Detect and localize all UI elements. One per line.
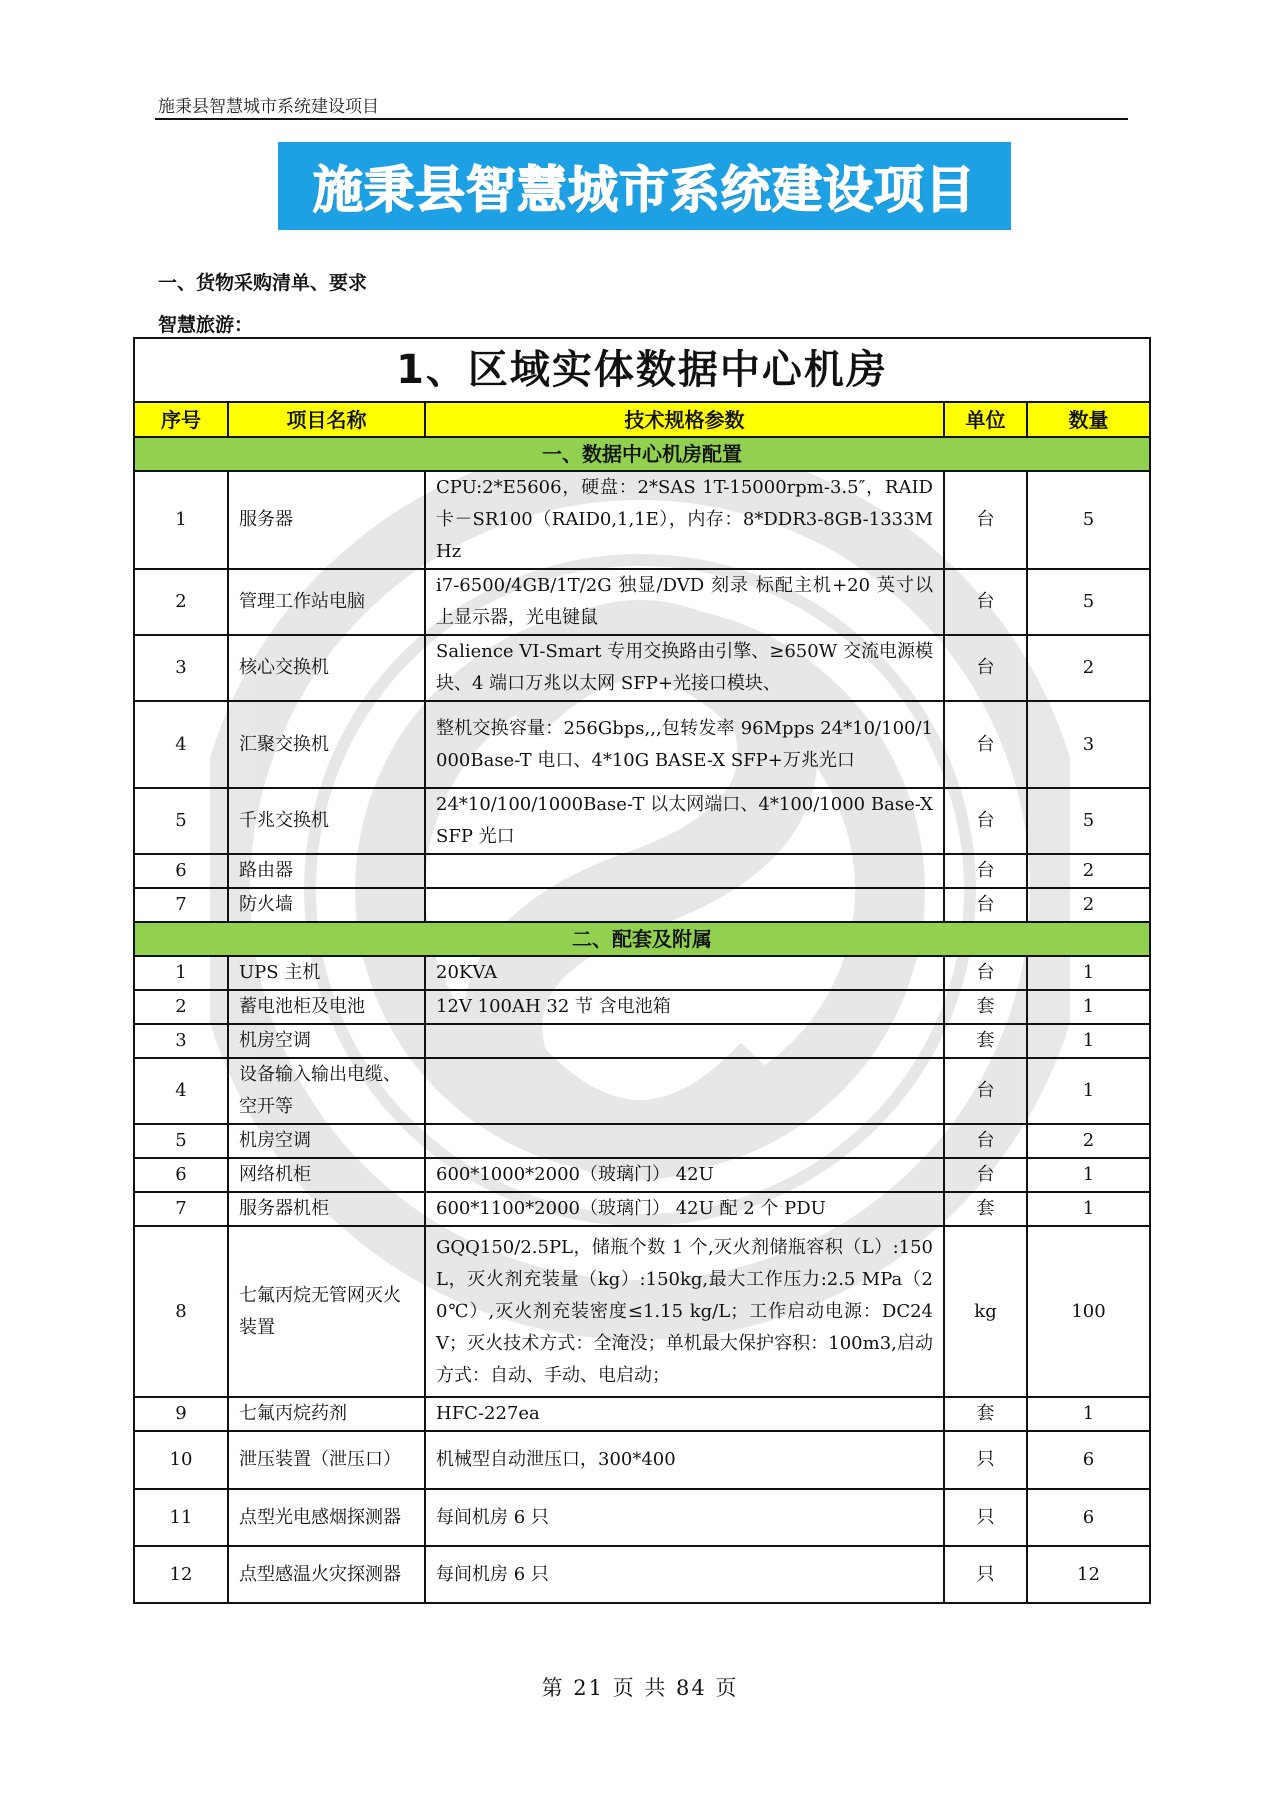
cell-name: 点型光电感烟探测器	[228, 1489, 425, 1546]
cell-no: 6	[134, 854, 228, 888]
cell-unit: 只	[944, 1546, 1027, 1603]
table-row	[134, 1489, 1150, 1546]
cell-name: 服务器机柜	[228, 1192, 425, 1226]
cell-no: 9	[134, 1397, 228, 1431]
group-label: 二、配套及附属	[134, 922, 1150, 956]
cell-unit: 套	[944, 1192, 1027, 1226]
cell-qty: 2	[1027, 888, 1150, 922]
header-unit: 单位	[944, 402, 1027, 437]
cell-no: 7	[134, 1192, 228, 1226]
cell-name: 汇聚交换机	[228, 701, 425, 788]
cell-spec	[425, 1058, 944, 1124]
cell-name: 千兆交换机	[228, 788, 425, 854]
running-header: 施秉县智慧城市系统建设项目	[158, 97, 379, 117]
cell-spec: CPU:2*E5606，硬盘：2*SAS 1T-15000rpm-3.5″，RAID 卡－SR100（RAID0,1,1E），内存：8*DDR3-8GB-1333MHz	[425, 471, 944, 569]
cell-spec: i7-6500/4GB/1T/2G 独显/DVD 刻录 标配主机+20 英寸以上显示器，光电键鼠	[425, 569, 944, 635]
cell-no: 6	[134, 1158, 228, 1192]
cell-spec	[425, 854, 944, 888]
cell-name: 路由器	[228, 854, 425, 888]
table-row	[134, 1226, 1150, 1397]
cell-spec: HFC-227ea	[425, 1397, 944, 1431]
cell-name: 服务器	[228, 471, 425, 569]
cell-no: 2	[134, 569, 228, 635]
cell-name: 七氟丙烷药剂	[228, 1397, 425, 1431]
table-row	[134, 990, 1150, 1024]
cell-name: 网络机柜	[228, 1158, 425, 1192]
cell-spec: 每间机房 6 只	[425, 1546, 944, 1603]
cell-no: 8	[134, 1226, 228, 1397]
cell-unit: 台	[944, 1058, 1027, 1124]
cell-no: 12	[134, 1546, 228, 1603]
table-row	[134, 956, 1150, 990]
table-title-row	[134, 338, 1150, 402]
cell-spec: GQQ150/2.5PL，储瓶个数 1 个,灭火剂储瓶容积（L）:150L，灭火剂充装量（kg）:150kg,最大工作压力:2.5 MPa（20℃）,灭火剂充装密度≤1.15 kg/L；工作启动电源：DC24V；灭火技术方式：全淹没；单机最大保护容积：100m3,启动方式：自动、手动、电启动；	[425, 1226, 944, 1397]
table-header-row	[134, 402, 1150, 437]
cell-unit: 套	[944, 990, 1027, 1024]
cell-qty: 5	[1027, 569, 1150, 635]
cell-name: UPS 主机	[228, 956, 425, 990]
cell-unit: 台	[944, 701, 1027, 788]
cell-name: 机房空调	[228, 1124, 425, 1158]
cell-no: 5	[134, 788, 228, 854]
table-row	[134, 1024, 1150, 1058]
cell-qty: 100	[1027, 1226, 1150, 1397]
cell-spec: Salience VI-Smart 专用交换路由引擎、≥650W 交流电源模块、4 端口万兆以太网 SFP+光接口模块、	[425, 635, 944, 701]
table-row	[134, 569, 1150, 635]
procurement-table	[133, 337, 1151, 1604]
cell-spec	[425, 888, 944, 922]
cell-qty: 5	[1027, 788, 1150, 854]
cell-spec: 24*10/100/1000Base-T 以太网端口、4*100/1000 Base-X SFP 光口	[425, 788, 944, 854]
cell-qty: 6	[1027, 1489, 1150, 1546]
page-footer: 第 21 页 共 84 页	[541, 1676, 739, 1700]
cell-name: 核心交换机	[228, 635, 425, 701]
cell-no: 2	[134, 990, 228, 1024]
cell-no: 10	[134, 1431, 228, 1489]
cell-spec: 整机交换容量：256Gbps,,,包转发率 96Mpps 24*10/100/1000Base-T 电口、4*10G BASE-X SFP+万兆光口	[425, 701, 944, 788]
cell-unit: 台	[944, 569, 1027, 635]
cell-name: 管理工作站电脑	[228, 569, 425, 635]
cell-spec: 600*1100*2000（玻璃门） 42U 配 2 个 PDU	[425, 1192, 944, 1226]
table-row	[134, 635, 1150, 701]
cell-spec	[425, 1124, 944, 1158]
cell-qty: 1	[1027, 990, 1150, 1024]
cell-spec: 机械型自动泄压口，300*400	[425, 1431, 944, 1489]
cell-name: 七氟丙烷无管网灭火装置	[228, 1226, 425, 1397]
cell-no: 1	[134, 471, 228, 569]
group-label: 一、数据中心机房配置	[134, 437, 1150, 471]
cell-qty: 2	[1027, 854, 1150, 888]
cell-qty: 6	[1027, 1431, 1150, 1489]
cell-qty: 1	[1027, 1058, 1150, 1124]
cell-qty: 1	[1027, 1158, 1150, 1192]
cell-unit: 台	[944, 956, 1027, 990]
table-row	[134, 1397, 1150, 1431]
subsection-heading: 智慧旅游：	[158, 314, 254, 336]
table-row	[134, 788, 1150, 854]
table-title: 1、区域实体数据中心机房	[134, 338, 1150, 402]
group-header-row	[134, 922, 1150, 956]
cell-qty: 1	[1027, 1397, 1150, 1431]
cell-unit: 只	[944, 1431, 1027, 1489]
header-no: 序号	[134, 402, 228, 437]
cell-qty: 1	[1027, 1192, 1150, 1226]
cell-unit: 套	[944, 1024, 1027, 1058]
group-header-row	[134, 437, 1150, 471]
cell-no: 4	[134, 1058, 228, 1124]
table-row	[134, 854, 1150, 888]
table-row	[134, 888, 1150, 922]
header-rule	[155, 118, 1128, 120]
cell-name: 泄压装置（泄压口）	[228, 1431, 425, 1489]
cell-unit: 套	[944, 1397, 1027, 1431]
cell-spec	[425, 1024, 944, 1058]
table-row	[134, 701, 1150, 788]
cell-unit: 台	[944, 471, 1027, 569]
cell-spec: 20KVA	[425, 956, 944, 990]
cell-no: 1	[134, 956, 228, 990]
cell-no: 4	[134, 701, 228, 788]
cell-unit: 只	[944, 1489, 1027, 1546]
cell-name: 设备输入输出电缆、空开等	[228, 1058, 425, 1124]
banner-title: 施秉县智慧城市系统建设项目	[278, 142, 1011, 230]
header-spec: 技术规格参数	[425, 402, 944, 437]
cell-spec: 12V 100AH 32 节 含电池箱	[425, 990, 944, 1024]
table-row	[134, 471, 1150, 569]
cell-qty: 5	[1027, 471, 1150, 569]
cell-qty: 1	[1027, 956, 1150, 990]
cell-name: 防火墙	[228, 888, 425, 922]
cell-unit: 台	[944, 888, 1027, 922]
cell-unit: 台	[944, 635, 1027, 701]
table-row	[134, 1192, 1150, 1226]
cell-unit: 台	[944, 1124, 1027, 1158]
cell-name: 点型感温火灾探测器	[228, 1546, 425, 1603]
cell-no: 5	[134, 1124, 228, 1158]
cell-no: 7	[134, 888, 228, 922]
cell-no: 3	[134, 635, 228, 701]
section-heading: 一、货物采购清单、要求	[158, 272, 368, 294]
table-row	[134, 1124, 1150, 1158]
cell-spec: 600*1000*2000（玻璃门） 42U	[425, 1158, 944, 1192]
cell-name: 蓄电池柜及电池	[228, 990, 425, 1024]
header-name: 项目名称	[228, 402, 425, 437]
cell-qty: 1	[1027, 1024, 1150, 1058]
cell-qty: 12	[1027, 1546, 1150, 1603]
cell-qty: 3	[1027, 701, 1150, 788]
table-row	[134, 1546, 1150, 1603]
cell-spec: 每间机房 6 只	[425, 1489, 944, 1546]
cell-no: 11	[134, 1489, 228, 1546]
cell-name: 机房空调	[228, 1024, 425, 1058]
table-row	[134, 1058, 1150, 1124]
table-row	[134, 1431, 1150, 1489]
cell-no: 3	[134, 1024, 228, 1058]
cell-unit: 台	[944, 854, 1027, 888]
table-row	[134, 1158, 1150, 1192]
cell-qty: 2	[1027, 1124, 1150, 1158]
cell-unit: 台	[944, 788, 1027, 854]
cell-qty: 2	[1027, 635, 1150, 701]
header-qty: 数量	[1027, 402, 1150, 437]
cell-unit: 台	[944, 1158, 1027, 1192]
cell-unit: kg	[944, 1226, 1027, 1397]
